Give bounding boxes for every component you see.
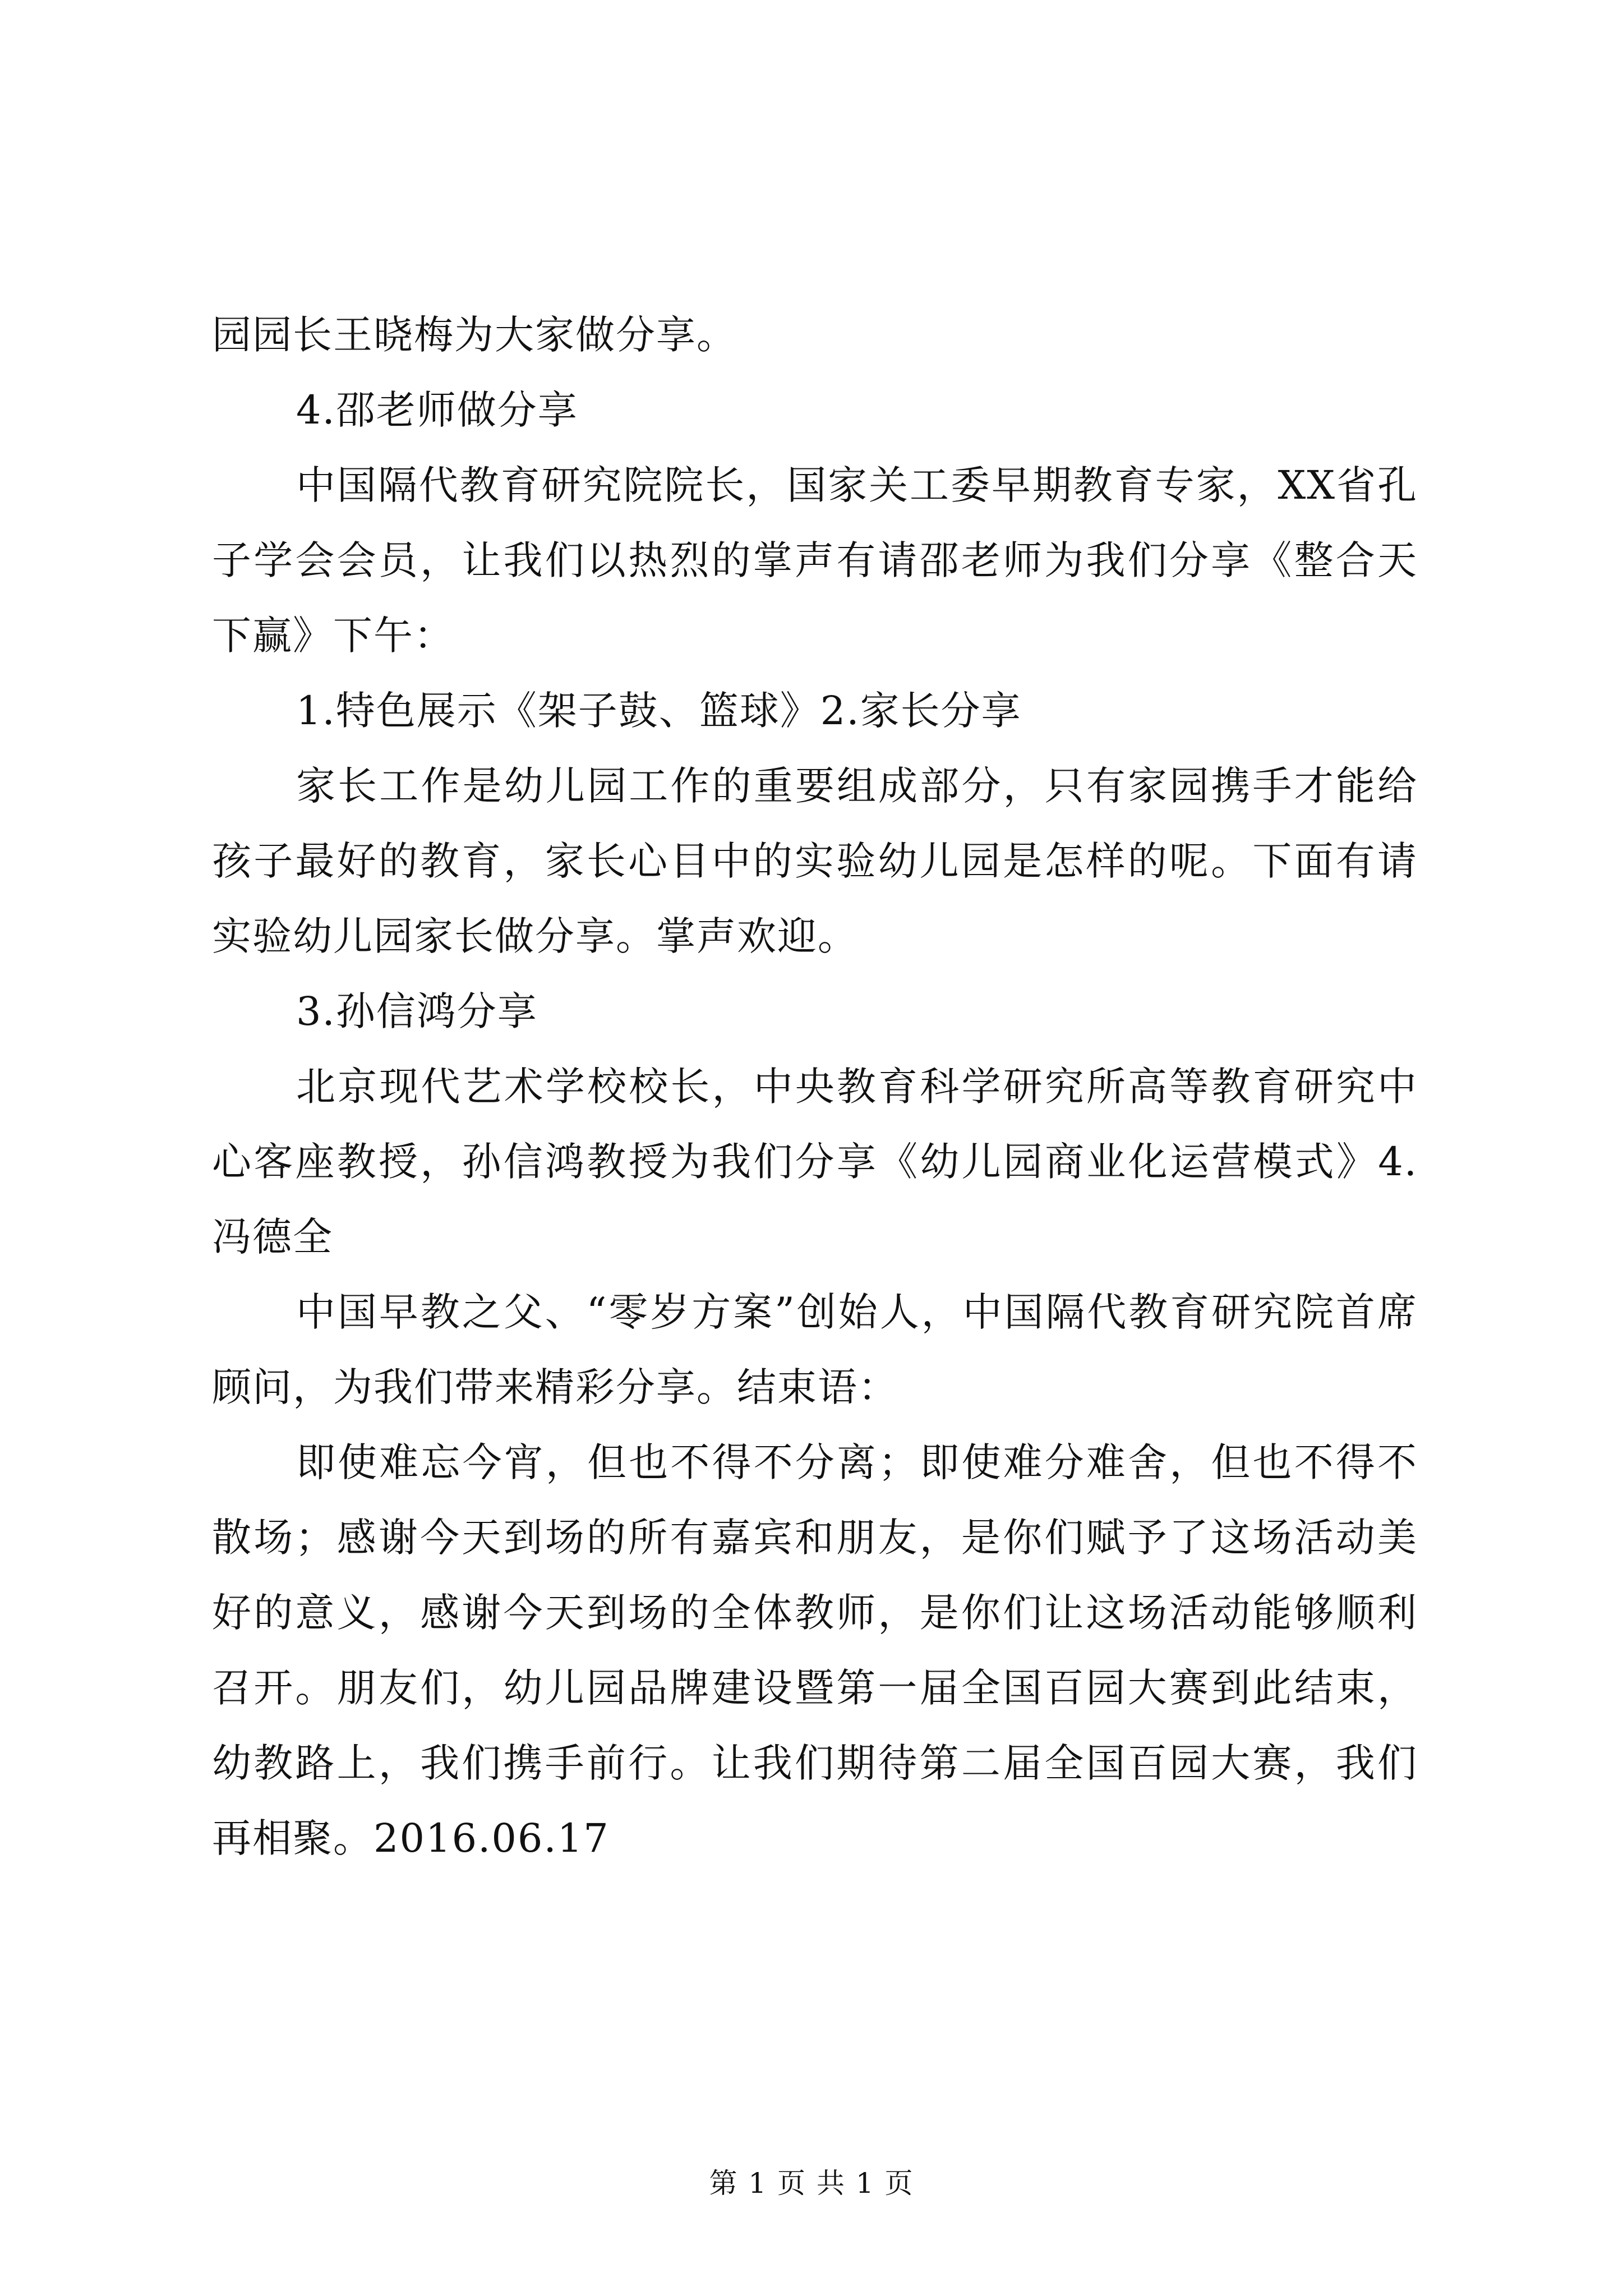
paragraph-feng-intro: 中国早教之父、“零岁方案”创始人，中国隔代教育研究院首席顾问，为我们带来精彩分享。结束语： — [212, 1289, 1418, 1410]
paragraph-continuation: 园园长王晓梅为大家做分享。 — [212, 312, 737, 358]
page-footer: 第 1 页 共 1 页 — [709, 2167, 914, 2200]
paragraph-afternoon-items: 1.特色展示《架子鼓、篮球》2.家长分享 — [296, 688, 1022, 734]
paragraph-sun-intro: 北京现代艺术学校校长，中央教育科学研究所高等教育研究中心客座教授，孙信鸿教授为我们分享《幼儿园商业化运营模式》4.冯德全 — [212, 1064, 1418, 1260]
paragraph-closing: 即使难忘今宵，但也不得不分离；即使难分难舍，但也不得不散场；感谢今天到场的所有嘉宾和朋友，是你们赋予了这场活动美好的意义，感谢今天到场的全体教师，是你们让这场活动能够顺利召开。朋友们，幼儿园品牌建设暨第一届全国百园大赛到此结束，幼教路上，我们携手前行。让我们期待第二届全国百园大赛，我们再相聚。2016.06.17 — [212, 1439, 1418, 1861]
document-body — [212, 297, 1418, 1876]
paragraph-shao-intro: 中国隔代教育研究院院长，国家关工委早期教育专家，XX省孔子学会会员，让我们以热烈的掌声有请邵老师为我们分享《整合天下赢》下午： — [212, 462, 1418, 659]
paragraph-item-shao-share: 4.邵老师做分享 — [296, 387, 578, 433]
paragraph-parent-share: 家长工作是幼儿园工作的重要组成部分，只有家园携手才能给孩子最好的教育，家长心目中的实验幼儿园是怎样的呢。下面有请实验幼儿园家长做分享。掌声欢迎。 — [212, 763, 1418, 959]
paragraph-item-sun-share: 3.孙信鸿分享 — [296, 988, 538, 1034]
